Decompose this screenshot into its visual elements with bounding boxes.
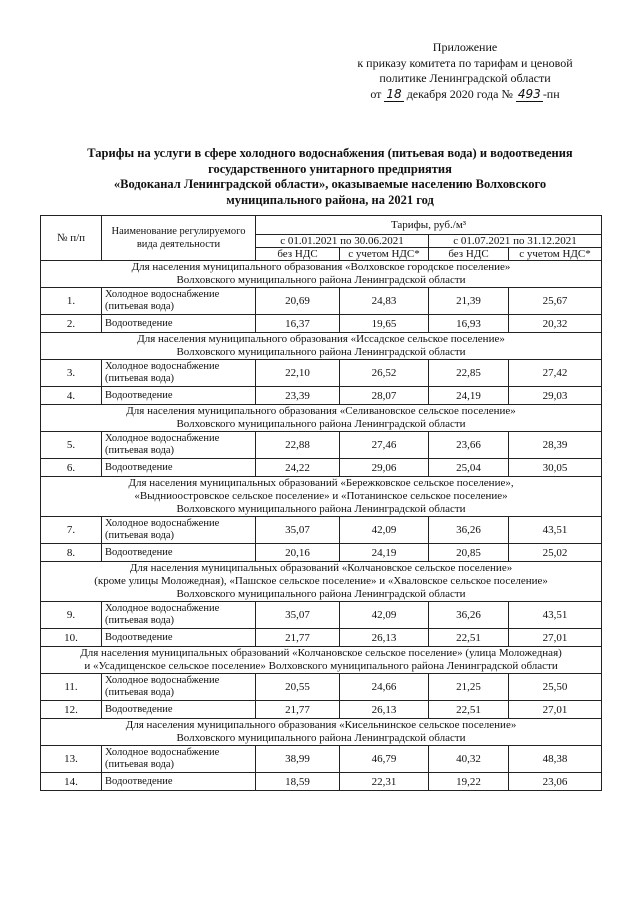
group-header-line: и «Усадищенское сельское поселение» Волховского муниципального района Ленинградской области bbox=[84, 660, 558, 672]
group-header bbox=[41, 647, 602, 674]
tariff-h1-with-vat: 19,65 bbox=[340, 315, 429, 333]
activity-name: Холодное водоснабжение (питьевая вода) bbox=[102, 602, 256, 629]
activity-name: Холодное водоснабжение (питьевая вода) bbox=[102, 746, 256, 773]
tariff-h1-no-vat: 16,37 bbox=[256, 315, 340, 333]
activity-name: Водоотведение bbox=[102, 701, 256, 719]
header-num: № п/п bbox=[41, 216, 102, 261]
group-header-line: Для населения муниципального образования «Волховское городское поселение» bbox=[131, 261, 511, 273]
tariff-h1-with-vat: 24,66 bbox=[340, 674, 429, 701]
group-header-line: Волховского муниципального района Ленинградской области bbox=[176, 503, 466, 515]
group-header-line: Волховского муниципального района Ленинградской области bbox=[176, 346, 466, 358]
tariff-h2-with-vat: 20,32 bbox=[509, 315, 602, 333]
date-day-handwritten: 18 bbox=[386, 86, 402, 101]
tariff-h2-with-vat: 23,06 bbox=[509, 773, 602, 791]
group-header-row bbox=[41, 261, 602, 288]
tariff-h1-no-vat: 22,10 bbox=[256, 360, 340, 387]
activity-name: Холодное водоснабжение (питьевая вода) bbox=[102, 432, 256, 459]
group-header bbox=[41, 562, 602, 602]
tariff-h2-with-vat: 30,05 bbox=[509, 459, 602, 477]
row-number: 11. bbox=[41, 674, 102, 701]
group-header-row bbox=[41, 477, 602, 517]
header-with-vat-1: с учетом НДС* bbox=[340, 248, 429, 261]
activity-name: Холодное водоснабжение (питьевая вода) bbox=[102, 360, 256, 387]
table-row bbox=[41, 674, 602, 701]
tariff-h1-no-vat: 20,55 bbox=[256, 674, 340, 701]
group-header-line: Волховского муниципального района Ленинградской области bbox=[176, 418, 466, 430]
header-period-2: с 01.07.2021 по 31.12.2021 bbox=[429, 235, 602, 248]
tariff-h2-with-vat: 25,02 bbox=[509, 544, 602, 562]
row-number: 3. bbox=[41, 360, 102, 387]
title-line-3: «Водоканал Ленинградской области», оказываемые населению Волховского bbox=[113, 177, 547, 191]
tariff-h1-with-vat: 42,09 bbox=[340, 602, 429, 629]
tariff-h2-with-vat: 25,50 bbox=[509, 674, 602, 701]
table-row bbox=[41, 387, 602, 405]
group-header-line: Для населения муниципальных образований «Бережковское сельское поселение», bbox=[128, 477, 514, 489]
group-header-row bbox=[41, 562, 602, 602]
tariff-h2-no-vat: 23,66 bbox=[429, 432, 509, 459]
tariff-h2-no-vat: 40,32 bbox=[429, 746, 509, 773]
table-row bbox=[41, 602, 602, 629]
tariff-h1-with-vat: 46,79 bbox=[340, 746, 429, 773]
activity-name: Водоотведение bbox=[102, 773, 256, 791]
group-header bbox=[41, 477, 602, 517]
header-no-vat-1: без НДС bbox=[256, 248, 340, 261]
appendix-block bbox=[330, 40, 600, 102]
row-number: 9. bbox=[41, 602, 102, 629]
group-header-row bbox=[41, 647, 602, 674]
tariff-h2-no-vat: 21,25 bbox=[429, 674, 509, 701]
tariff-h2-no-vat: 16,93 bbox=[429, 315, 509, 333]
header-tariffs: Тарифы, руб./м³ bbox=[256, 216, 602, 235]
tariff-h1-with-vat: 27,46 bbox=[340, 432, 429, 459]
appendix-label: Приложение bbox=[432, 40, 498, 54]
tariff-h2-with-vat: 29,03 bbox=[509, 387, 602, 405]
row-number: 1. bbox=[41, 288, 102, 315]
tariff-table bbox=[40, 215, 602, 791]
row-number: 12. bbox=[41, 701, 102, 719]
tariff-h1-with-vat: 24,83 bbox=[340, 288, 429, 315]
tariff-h1-no-vat: 22,88 bbox=[256, 432, 340, 459]
order-number-handwritten: 493 bbox=[517, 86, 541, 101]
row-number: 7. bbox=[41, 517, 102, 544]
date-prefix: от bbox=[370, 86, 382, 101]
table-row bbox=[41, 432, 602, 459]
table-row bbox=[41, 288, 602, 315]
table-row bbox=[41, 360, 602, 387]
tariff-h2-with-vat: 48,38 bbox=[509, 746, 602, 773]
tariff-h1-no-vat: 21,77 bbox=[256, 701, 340, 719]
row-number: 5. bbox=[41, 432, 102, 459]
tariff-h2-no-vat: 36,26 bbox=[429, 602, 509, 629]
activity-name: Водоотведение bbox=[102, 544, 256, 562]
row-number: 14. bbox=[41, 773, 102, 791]
group-header-line: Волховского муниципального района Ленинградской области bbox=[176, 732, 466, 744]
tariff-h2-no-vat: 25,04 bbox=[429, 459, 509, 477]
tariff-h1-with-vat: 24,19 bbox=[340, 544, 429, 562]
group-header-line: Для населения муниципальных образований «Колчановское сельское поселение» (улица Моложедная) bbox=[80, 647, 562, 659]
group-header bbox=[41, 405, 602, 432]
tariff-h2-no-vat: 36,26 bbox=[429, 517, 509, 544]
tariff-h1-no-vat: 21,77 bbox=[256, 629, 340, 647]
tariff-h1-no-vat: 20,69 bbox=[256, 288, 340, 315]
group-header-line: Для населения муниципального образования «Иссадское сельское поселение» bbox=[137, 333, 505, 345]
tariff-table-body bbox=[41, 261, 602, 791]
tariff-h2-with-vat: 43,51 bbox=[509, 602, 602, 629]
row-number: 8. bbox=[41, 544, 102, 562]
row-number: 4. bbox=[41, 387, 102, 405]
group-header bbox=[41, 333, 602, 360]
table-row bbox=[41, 773, 602, 791]
table-row bbox=[41, 544, 602, 562]
table-row bbox=[41, 459, 602, 477]
activity-name: Водоотведение bbox=[102, 315, 256, 333]
tariff-h1-no-vat: 24,22 bbox=[256, 459, 340, 477]
tariff-h1-no-vat: 35,07 bbox=[256, 602, 340, 629]
table-row bbox=[41, 746, 602, 773]
tariff-h2-with-vat: 27,01 bbox=[509, 629, 602, 647]
tariff-h1-no-vat: 18,59 bbox=[256, 773, 340, 791]
tariff-h1-with-vat: 28,07 bbox=[340, 387, 429, 405]
tariff-h2-with-vat: 25,67 bbox=[509, 288, 602, 315]
tariff-h2-no-vat: 22,51 bbox=[429, 629, 509, 647]
order-suffix: -пн bbox=[542, 86, 560, 101]
row-number: 6. bbox=[41, 459, 102, 477]
tariff-h2-no-vat: 24,19 bbox=[429, 387, 509, 405]
group-header-line: Для населения муниципального образования «Кисельнинское сельское поселение» bbox=[125, 719, 517, 731]
header-no-vat-2: без НДС bbox=[429, 248, 509, 261]
group-header-line: (кроме улицы Моложедная), «Пашское сельское поселение» и «Хваловское сельское поселение» bbox=[94, 575, 548, 587]
group-header-line: Волховского муниципального района Ленинградской области bbox=[176, 588, 466, 600]
row-number: 2. bbox=[41, 315, 102, 333]
table-row bbox=[41, 315, 602, 333]
tariff-h2-no-vat: 19,22 bbox=[429, 773, 509, 791]
date-rest: декабря 2020 года № bbox=[406, 86, 513, 101]
group-header-line: Для населения муниципальных образований «Колчановское сельское поселение» bbox=[129, 562, 513, 574]
group-header-line: Для населения муниципального образования «Селивановское сельское поселение» bbox=[126, 405, 516, 417]
table-row bbox=[41, 629, 602, 647]
tariff-h1-no-vat: 38,99 bbox=[256, 746, 340, 773]
activity-name: Водоотведение bbox=[102, 387, 256, 405]
header-activity: Наименование регулируемого вида деятельности bbox=[102, 216, 256, 261]
group-header bbox=[41, 719, 602, 746]
tariff-h2-with-vat: 27,42 bbox=[509, 360, 602, 387]
title-line-4: муниципального района, на 2021 год bbox=[226, 192, 434, 207]
tariff-h1-with-vat: 42,09 bbox=[340, 517, 429, 544]
tariff-h2-no-vat: 20,85 bbox=[429, 544, 509, 562]
title-line-1: Тарифы на услуги в сфере холодного водоснабжения (питьевая вода) и водоотведения bbox=[87, 146, 573, 160]
tariff-h2-with-vat: 27,01 bbox=[509, 701, 602, 719]
tariff-h2-with-vat: 43,51 bbox=[509, 517, 602, 544]
group-header-line: «Выдниоостровское сельское поселение» и «Потанинское сельское поселение» bbox=[134, 490, 508, 502]
tariff-h1-no-vat: 35,07 bbox=[256, 517, 340, 544]
tariff-h2-no-vat: 22,85 bbox=[429, 360, 509, 387]
tariff-h1-with-vat: 26,13 bbox=[340, 701, 429, 719]
group-header bbox=[41, 261, 602, 288]
activity-name: Холодное водоснабжение (питьевая вода) bbox=[102, 288, 256, 315]
tariff-h2-no-vat: 21,39 bbox=[429, 288, 509, 315]
tariff-h1-no-vat: 20,16 bbox=[256, 544, 340, 562]
activity-name: Водоотведение bbox=[102, 459, 256, 477]
tariff-h2-no-vat: 22,51 bbox=[429, 701, 509, 719]
row-number: 13. bbox=[41, 746, 102, 773]
appendix-date-line bbox=[330, 87, 600, 103]
group-header-row bbox=[41, 719, 602, 746]
document-title bbox=[60, 146, 600, 208]
tariff-h1-with-vat: 26,13 bbox=[340, 629, 429, 647]
activity-name: Холодное водоснабжение (питьевая вода) bbox=[102, 517, 256, 544]
group-header-row bbox=[41, 405, 602, 432]
table-row bbox=[41, 517, 602, 544]
row-number: 10. bbox=[41, 629, 102, 647]
header-period-1: с 01.01.2021 по 30.06.2021 bbox=[256, 235, 429, 248]
activity-name: Холодное водоснабжение (питьевая вода) bbox=[102, 674, 256, 701]
appendix-order-ref: к приказу комитета по тарифам и ценовой bbox=[357, 55, 573, 70]
tariff-h1-with-vat: 22,31 bbox=[340, 773, 429, 791]
group-header-line: Волховского муниципального района Ленинградской области bbox=[176, 274, 466, 286]
tariff-h1-with-vat: 26,52 bbox=[340, 360, 429, 387]
activity-name: Водоотведение bbox=[102, 629, 256, 647]
tariff-h1-no-vat: 23,39 bbox=[256, 387, 340, 405]
tariff-h2-with-vat: 28,39 bbox=[509, 432, 602, 459]
header-with-vat-2: с учетом НДС* bbox=[509, 248, 602, 261]
table-row bbox=[41, 701, 602, 719]
appendix-committee: политике Ленинградской области bbox=[379, 71, 551, 85]
title-line-2: государственного унитарного предприятия bbox=[208, 161, 452, 176]
group-header-row bbox=[41, 333, 602, 360]
tariff-h1-with-vat: 29,06 bbox=[340, 459, 429, 477]
